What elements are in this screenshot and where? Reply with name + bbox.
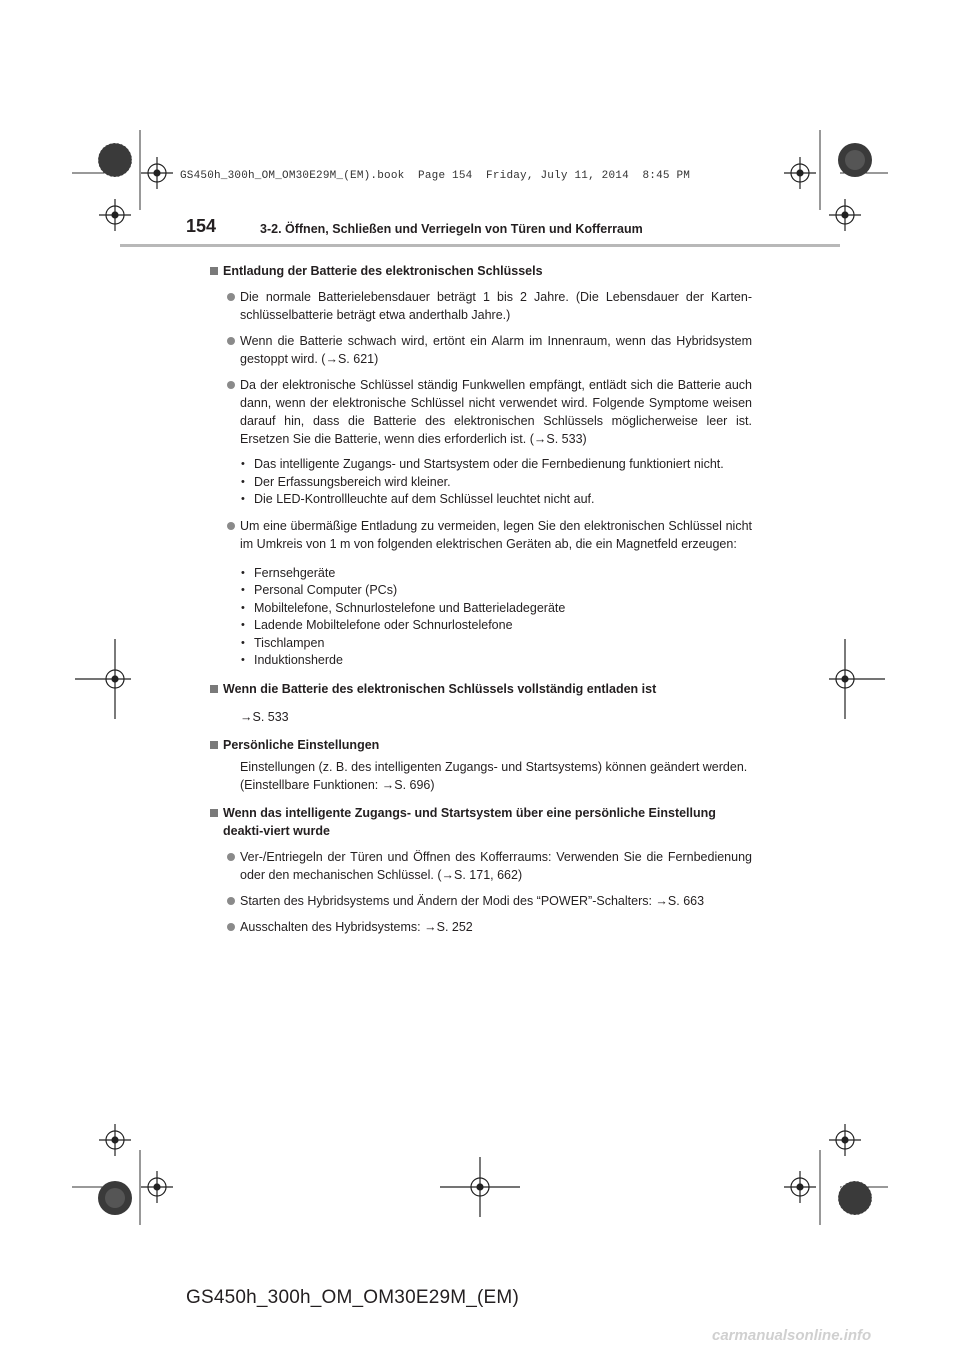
list-item-text: Ver-/Entriegeln der Türen und Öffnen des Kofferraums: Verwenden Sie die Fernbedienung oder den mechanischen Schlüssel. (→S. 171, 662) — [240, 849, 752, 882]
symptom-list — [210, 456, 752, 509]
square-bullet-icon — [210, 809, 218, 817]
list-item — [210, 376, 752, 448]
list-item — [210, 918, 752, 936]
section-header: 3-2. Öffnen, Schließen und Verriegeln von Türen und Kofferraum — [260, 222, 643, 236]
section-heading-text: Wenn die Batterie des elektronischen Schlüssels vollständig entladen ist — [223, 681, 657, 696]
list-item — [210, 892, 752, 910]
list-item — [210, 517, 752, 553]
square-bullet-icon — [210, 685, 218, 693]
document-id-footer: GS450h_300h_OM_OM30E29M_(EM) — [186, 1287, 519, 1308]
section-heading-text: Persönliche Einstellungen — [223, 737, 380, 752]
list-item-text: Ausschalten des Hybridsystems: →S. 252 — [240, 919, 473, 934]
list-item-text: Um eine übermäßige Entladung zu vermeiden, legen Sie den elektronischen Schlüssel nicht im Umkreis von 1 m von folgenden elektrischen Geräten ab, die ein Magnetfeld erzeugen: — [240, 518, 752, 551]
section-heading — [210, 804, 752, 840]
list-item-text: Die normale Batterielebensdauer beträgt 1 bis 2 Jahre. (Die Lebensdauer der Karten-schlüsselbatterie beträgt etwa anderthalb Jahre.) — [240, 290, 752, 322]
circle-bullet-icon — [227, 897, 235, 905]
circle-bullet-icon — [227, 923, 235, 931]
list-item-text: Starten des Hybridsystems und Ändern der Modi des “POWER”-Schalters: →S. 663 — [240, 893, 705, 908]
section-heading-text: Entladung der Batterie des elektronischen Schlüssels — [223, 264, 543, 278]
device-item: • Fernsehgeräte — [240, 565, 752, 583]
page-content — [210, 256, 752, 936]
circle-bullet-icon — [227, 522, 235, 530]
list-item-text: Da der elektronische Schlüssel ständig Funkwellen empfängt, entlädt sich die Batterie auch dann, wenn der elektronische Schlüssel nicht verwendet wird. Folgende Symptome weisen darauf hin, dass die Batterie des elektronischen Schlüssels möglicherweise leer ist. Ersetzen Sie die Batterie, wenn dies erforderlich ist. (→S. 533) — [240, 378, 752, 446]
circle-bullet-icon — [227, 381, 235, 389]
device-item: • Induktionsherde — [240, 652, 752, 670]
list-item — [210, 288, 752, 324]
symptom-item: • Die LED-Kontrollleuchte auf dem Schlüssel leuchtet nicht auf. — [240, 491, 752, 509]
circle-bullet-icon — [227, 853, 235, 861]
section-heading — [210, 736, 752, 754]
device-item: • Personal Computer (PCs) — [240, 582, 752, 600]
list-item — [210, 848, 752, 884]
circle-bullet-icon — [227, 293, 235, 301]
section-heading — [210, 262, 752, 280]
device-item: • Mobiltelefone, Schnurlostelefone und Batterieladegeräte — [240, 600, 752, 618]
book-info: GS450h_300h_OM_OM30E29M_(EM).book Page 154 Friday, July 11, 2014 8:45 PM — [180, 170, 691, 182]
list-item — [210, 332, 752, 368]
symptom-item: • Der Erfassungsbereich wird kleiner. — [240, 474, 752, 492]
device-list — [210, 565, 752, 670]
header-rule — [120, 244, 840, 247]
device-item: • Ladende Mobiltelefone oder Schnurlostelefone — [240, 617, 752, 635]
watermark: carmanualsonline.info — [712, 1327, 872, 1344]
symptom-item: • Das intelligente Zugangs- und Startsystem oder die Fernbedienung funktioniert nicht. — [240, 456, 752, 474]
page-reference: →S. 533 — [240, 709, 289, 724]
page-number: 154 — [186, 216, 217, 236]
section-heading-text: Wenn das intelligente Zugangs- und Startsystem über eine persönliche Einstellung deakti-viert wurde — [223, 805, 716, 838]
paragraph: Einstellungen (z. B. des intelligenten Zugangs- und Startsystems) können geändert werden. (Einstellbare Funktionen: →S. 696) — [240, 759, 748, 792]
section-heading — [210, 680, 752, 698]
square-bullet-icon — [210, 741, 218, 749]
circle-bullet-icon — [227, 337, 235, 345]
square-bullet-icon — [210, 267, 218, 275]
list-item-text: Wenn die Batterie schwach wird, ertönt ein Alarm im Innenraum, wenn das Hybridsystem gestoppt wird. (→S. 621) — [240, 334, 752, 366]
device-item: • Tischlampen — [240, 635, 752, 653]
